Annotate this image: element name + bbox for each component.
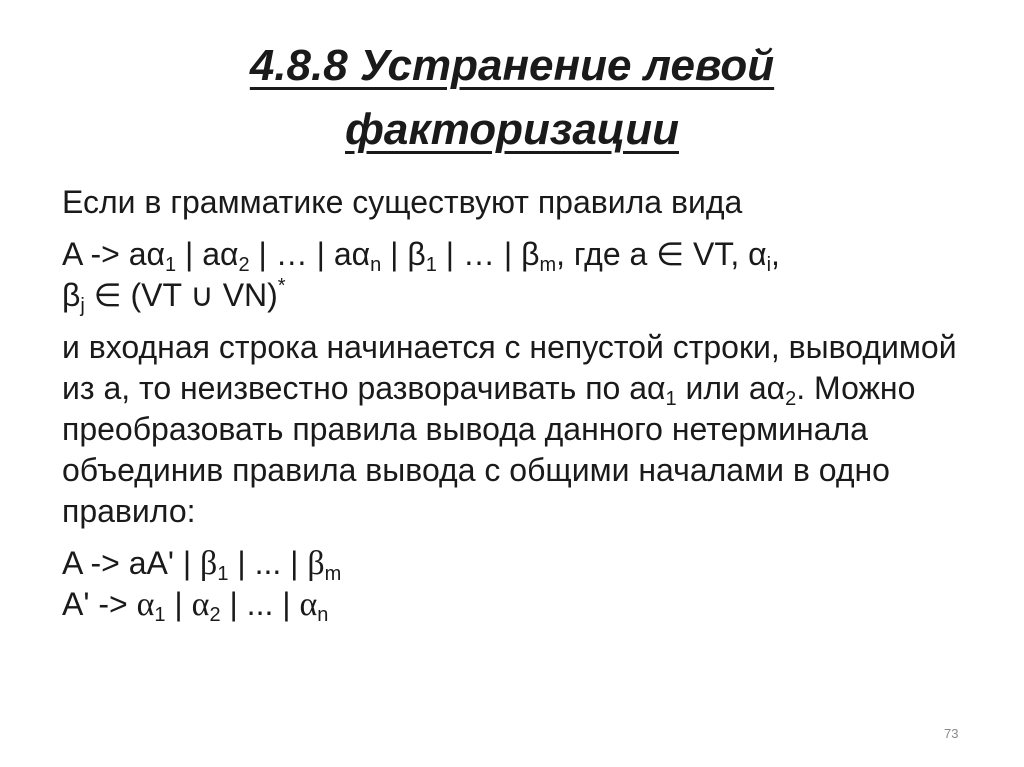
grammar-rule-original [62,234,982,316]
subscript: n [370,254,382,276]
beta-symbol: β [200,545,218,582]
subscript: 1 [154,604,166,626]
rule-text: | … | β [436,236,540,272]
subscript: m [324,563,342,585]
subscript: 1 [165,254,177,276]
subscript: 2 [209,604,221,626]
slide-body [62,182,982,625]
rule-text: , где a ∈ VT, α [556,236,767,272]
grammar-rule-new-1 [62,543,982,584]
rule-text: A -> aα [62,236,165,272]
rule-text: | [165,586,192,622]
explanation-part: и входная строка начинается с непустой строки, выводимой из a, то неизвестно разворачивать по aα [62,329,957,406]
rule-text: | β [381,236,426,272]
title-line-2: факторизации [345,105,679,154]
subscript: n [317,604,329,626]
rule-text: | ... | [220,586,300,622]
alpha-symbol: α [299,586,318,623]
superscript: * [277,275,286,297]
subscript: 1 [425,254,437,276]
subscript: 1 [217,563,229,585]
slide-title [0,34,1024,162]
subscript: 2 [785,388,797,410]
rule-text: A' -> [62,586,137,622]
explanation-text [62,327,982,532]
subscript: 2 [238,254,250,276]
rule-text: | ... | [228,545,308,581]
rule-text: A -> aA' | [62,545,201,581]
explanation-part: . Можно преобразовать правила вывода данного нетерминала объединив правила вывода с общими началами в одно правило: [62,370,916,529]
alpha-symbol: α [191,586,210,623]
rule-text: β [62,277,81,313]
explanation-part: или aα [676,370,786,406]
rule-text: | … | aα [249,236,371,272]
grammar-rule-new-2 [62,584,982,625]
beta-symbol: β [307,545,325,582]
subscript: m [539,254,557,276]
rule-text: ∈ (VT ∪ VN) [84,277,278,313]
title-line-1: 4.8.8 Устранение левой [249,41,775,90]
intro-text: Если в грамматике существуют правила вида [62,184,743,220]
page-number: 73 [944,726,959,741]
rule-text: , [771,236,780,272]
subscript: j [80,295,85,317]
rule-text: | aα [176,236,239,272]
subscript: 1 [665,388,677,410]
subscript: i [766,254,772,276]
alpha-symbol: α [136,586,155,623]
